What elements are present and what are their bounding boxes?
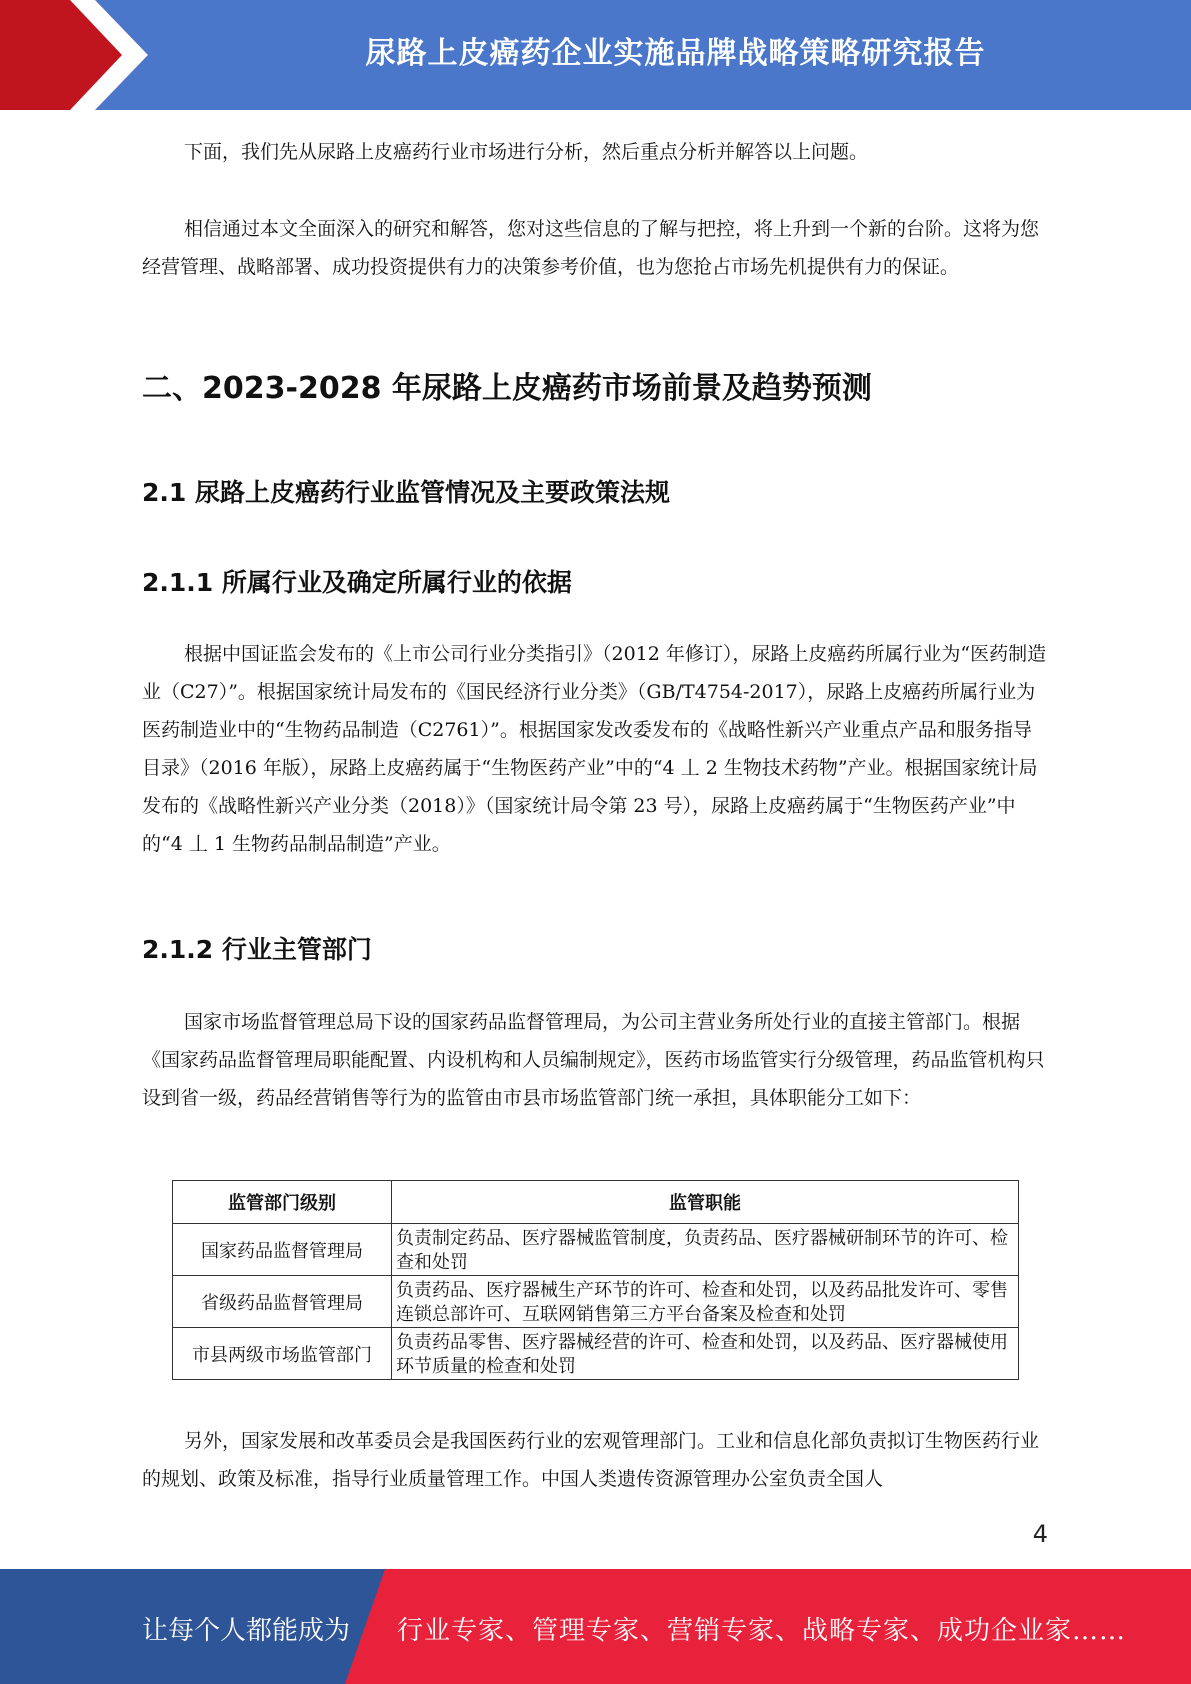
intro-paragraph-1: 下面，我们先从尿路上皮癌药行业市场进行分析，然后重点分析并解答以上问题。 — [184, 141, 869, 163]
page-number: 4 — [1032, 1520, 1048, 1548]
intro-paragraph-2: 相信通过本文全面深入的研究和解答，您对这些信息的了解与把控，将上升到一个新的台阶。这将为您经营管理、战略部署、成功投资提供有力的决策参考价值，也为您抢占市场先机提供有力的保证。 — [142, 218, 1040, 278]
footer-slogan-right: 行业专家、管理专家、营销专家、战略专家、成功企业家…… — [397, 1616, 1127, 1646]
table-cell-level: 市县两级市场监管部门 — [173, 1328, 392, 1380]
subsection-heading-2-1-2: 2.1.2 行业主管部门 — [142, 935, 372, 964]
section-heading: 二、2023-2028 年尿路上皮癌药市场前景及趋势预测 — [142, 371, 872, 406]
regulator-paragraph: 国家市场监督管理总局下设的国家药品监督管理局，为公司主营业务所处行业的直接主管部门。根据《国家药品监督管理局职能配置、内设机构和人员编制规定》，医药市场监管实行分级管理，药品监管机构只设到省一级，药品经营销售等行为的监管由市县市场监管部门统一承担，具体职能分工如下： — [142, 1011, 1045, 1109]
table-header-duty: 监管职能 — [392, 1181, 1019, 1224]
header-arrow-decoration — [0, 0, 150, 110]
table-cell-duty: 负责制定药品、医疗器械监管制度，负责药品、医疗器械研制环节的许可、检查和处罚 — [392, 1224, 1019, 1276]
footer-slogan-left: 让每个人都能成为 — [142, 1616, 351, 1646]
table-header-level: 监管部门级别 — [173, 1181, 392, 1224]
table-cell-duty: 负责药品零售、医疗器械经营的许可、检查和处罚，以及药品、医疗器械使用环节质量的检查和处罚 — [392, 1328, 1019, 1380]
table-cell-level: 国家药品监督管理局 — [173, 1224, 392, 1276]
industry-basis-paragraph: 根据中国证监会发布的《上市公司行业分类指引》（2012 年修订），尿路上皮癌药所属行业为“医药制造业（C27）”。根据国家统计局发布的《国民经济行业分类》（GB/T4754-2017），尿路上皮癌药所属行业为医药制造业中的“生物药品制造（C2761）”。根据国家发改委发布的《战略性新兴产业重点产品和服务指导目录》（2016 年版），尿路上皮癌药属于“生物医药产业”中的“4 丄 2 生物技术药物”产业。根据国家统计局发布的《战略性新兴产业分类（2018）》（国家统计局令第 23 号），尿路上皮癌药属于“生物医药产业”中的“4 丄 1 生物药品制品制造”产业。 — [142, 643, 1047, 855]
table-cell-level: 省级药品监督管理局 — [173, 1276, 392, 1328]
subsection-heading-2-1-1: 2.1.1 所属行业及确定所属行业的依据 — [142, 568, 572, 597]
table-row — [173, 1276, 1019, 1328]
table-row — [173, 1328, 1019, 1380]
report-title: 尿路上皮癌药企业实施品牌战略策略研究报告 — [365, 36, 986, 71]
table-row — [173, 1224, 1019, 1276]
table-header-row — [173, 1181, 1019, 1224]
regulation-table — [172, 1180, 1019, 1380]
subsection-heading-2-1: 2.1 尿路上皮癌药行业监管情况及主要政策法规 — [142, 478, 670, 507]
ndrc-paragraph: 另外，国家发展和改革委员会是我国医药行业的宏观管理部门。工业和信息化部负责拟订生物医药行业的规划、政策及标准，指导行业质量管理工作。中国人类遗传资源管理办公室负责全国人 — [142, 1430, 1040, 1490]
page-header — [0, 0, 1191, 110]
table-cell-duty: 负责药品、医疗器械生产环节的许可、检查和处罚，以及药品批发许可、零售连锁总部许可、互联网销售第三方平台备案及检查和处罚 — [392, 1276, 1019, 1328]
